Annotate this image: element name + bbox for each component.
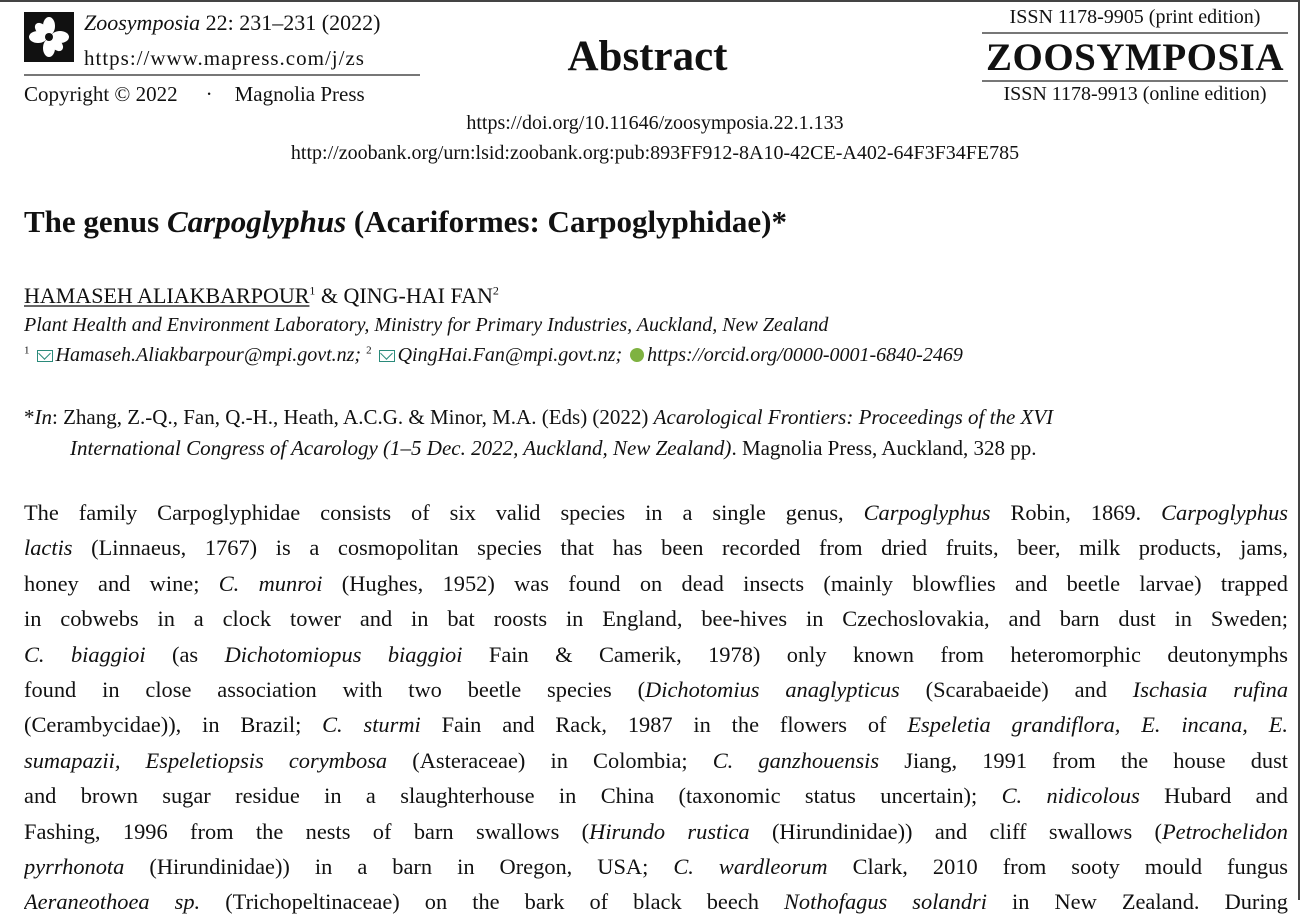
body-line: Fashing, 1996 from the nests of barn swallows (Hirundo rustica (Hirundinidae)) and cliff swallows (Petrochelidon (24, 818, 1288, 844)
author-separator: & (315, 283, 344, 308)
body-line: C. biaggioi (as Dichotomiopus biaggioi Fain & Camerik, 1978) only known from heteromorphic deutonymphs (24, 641, 1288, 667)
journal-issue: 22: 231–231 (2022) (205, 10, 381, 35)
title-suffix: (Acariformes: Carpoglyphidae)* (346, 204, 787, 239)
body-line: found in close association with two beetle species (Dichotomius anaglypticus (Scarabaeide) and Ischasia rufina (24, 676, 1288, 702)
ref-in: In (34, 405, 52, 429)
ref-title-part-2: International Congress of Acarology (1–5 Dec. 2022, Auckland, New Zealand) (70, 436, 732, 460)
affiliation: Plant Health and Environment Laboratory, Ministry for Primary Industries, Auckland, New Zealand (24, 314, 829, 336)
reference-line-2 (24, 433, 1290, 464)
title-genus: Carpoglyphus (166, 204, 347, 239)
body-line: in cobwebs in a clock tower and in bat roosts in England, bee-hives in Czechoslovakia, and barn dust in Sweden; (24, 606, 1288, 632)
body-line: lactis (Linnaeus, 1767) is a cosmopolitan species that has been recorded from dried fruits, beer, milk products, jams, (24, 535, 1288, 561)
magnolia-press-logo-icon (24, 12, 74, 62)
email-icon (379, 350, 395, 362)
body-line: pyrrhonota (Hirundinidae)) in a barn in Oregon, USA; C. wardleorum Clark, 2010 from sooty mould fungus (24, 853, 1288, 879)
publisher: Magnolia Press (234, 82, 365, 106)
journal-name: Zoosymposia (84, 10, 201, 35)
zoobank-link[interactable]: http://zoobank.org/urn:lsid:zoobank.org:pub:893FF912-8A10-42CE-A402-64F3F34FE785 (290, 142, 1020, 164)
body-line: honey and wine; C. munroi (Hughes, 1952) was found on dead insects (mainly blowflies and beetle larvae) trapped (24, 570, 1288, 596)
journal-url-link[interactable]: https://www.mapress.com/j/zs (84, 46, 365, 70)
orcid-link[interactable]: https://orcid.org/0000-0001-6840-2469 (647, 344, 963, 366)
issn-online: ISSN 1178-9913 (online edition) (982, 80, 1288, 106)
author-list (24, 283, 499, 309)
body-line: (Cerambycidae)), in Brazil; C. sturmi Fain and Rack, 1987 in the flowers of Espeletia grandiflora, E. incana, E. (24, 712, 1288, 738)
ref-publisher: . Magnolia Press, Auckland, 328 pp. (731, 436, 1037, 460)
journal-wordmark: ZOOSYMPOSIA (985, 36, 1285, 79)
body-line: sumapazii, Espeletiopsis corymbosa (Asteraceae) in Colombia; C. ganzhouensis Jiang, 1991 from the house dust (24, 747, 1288, 773)
email-1-sup: 1 (24, 344, 30, 357)
contact-line (24, 344, 963, 367)
author-2-sup: 2 (492, 283, 499, 298)
author-1-link[interactable]: HAMASEH ALIAKBARPOUR (24, 283, 310, 308)
email-2-sup: 2 (366, 344, 372, 357)
issn-print: ISSN 1178-9905 (print edition) (982, 6, 1288, 34)
issn-block (982, 6, 1288, 106)
ref-editors: : Zhang, Z.-Q., Fan, Q.-H., Heath, A.C.G. & Minor, M.A. (Eds) (2022) (52, 405, 654, 429)
email-2-link[interactable]: QingHai.Fan@mpi.govt.nz; (397, 344, 623, 366)
email-icon (37, 350, 53, 362)
ref-title-part-1: Acarological Frontiers: Proceedings of the XVI (653, 405, 1054, 429)
page-top-border (0, 0, 1300, 2)
header-divider (24, 74, 420, 76)
doi-link[interactable]: https://doi.org/10.11646/zoosymposia.22.1.133 (466, 112, 844, 134)
orcid-icon (630, 348, 644, 362)
author-2: QING-HAI FAN (343, 283, 493, 308)
body-line: The family Carpoglyphidae consists of six valid species in a single genus, Carpoglyphus Robin, 1869. Carpoglyphus (24, 500, 1288, 525)
title-prefix: The genus (24, 204, 167, 239)
abstract-body (24, 495, 1288, 920)
proceedings-reference (24, 402, 1290, 464)
section-title: Abstract (567, 33, 728, 80)
copyright-line (24, 82, 365, 107)
ref-star: * (24, 405, 35, 429)
body-line: and brown sugar residue in a slaughterhouse in China (taxonomic status uncertain); C. nidicolous Hubard and (24, 783, 1288, 809)
author-1-sup: 1 (309, 283, 316, 298)
copyright: Copyright © 2022 (24, 82, 178, 106)
journal-issue-line (84, 10, 380, 36)
separator-dot: · (205, 82, 213, 106)
email-1-link[interactable]: Hamaseh.Aliakbarpour@mpi.govt.nz; (55, 344, 362, 366)
reference-line-1 (24, 402, 1290, 433)
article-title (24, 204, 787, 240)
body-line: Aeraneothoea sp. (Trichopeltinaceae) on the bark of black beech Nothofagus solandri in New Zealand. During (24, 889, 1288, 915)
